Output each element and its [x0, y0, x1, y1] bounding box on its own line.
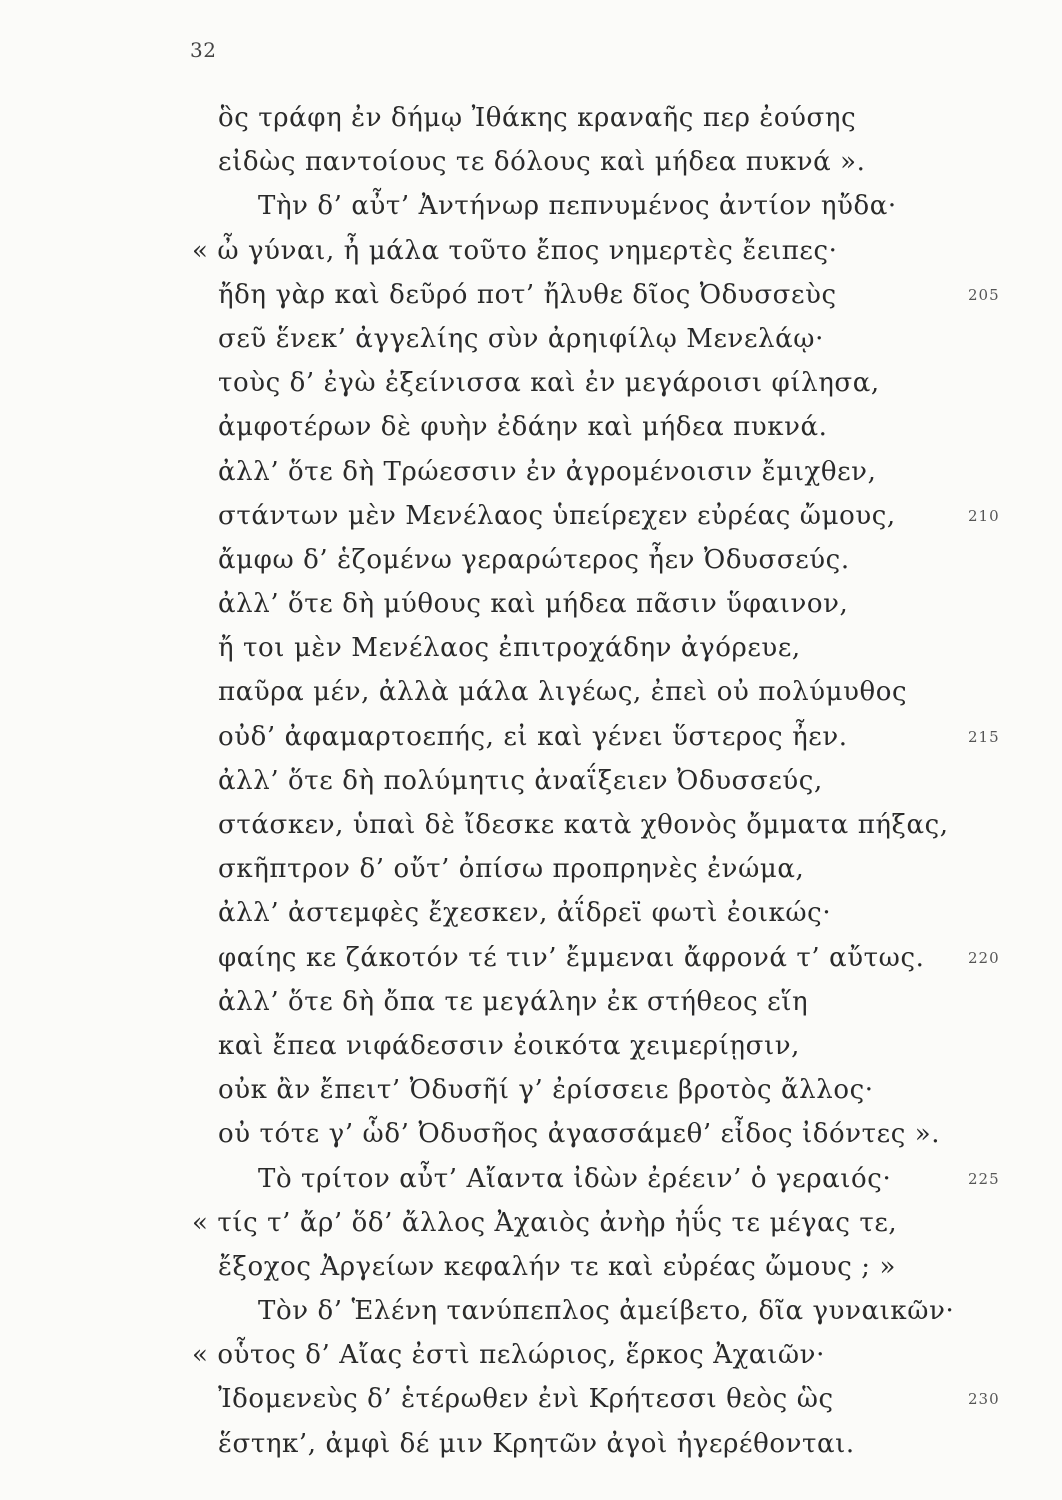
verse-text: « οὗτος δ’ Αἴας ἐστὶ πελώριος, ἕρκος Ἀχαιῶν· — [192, 1340, 825, 1371]
verse-text: εἰδὼς παντοίους τε δόλους καὶ μήδεα πυκνά ». — [218, 147, 866, 178]
verse-text: ἕστηκ’, ἀμφὶ δέ μιν Κρητῶν ἀγοὶ ἠγερέθονται. — [218, 1428, 855, 1459]
line-number: 210 — [968, 506, 1000, 525]
verse-line — [0, 538, 1062, 582]
verse-line — [0, 582, 1062, 626]
verse-line — [0, 405, 1062, 449]
verse-text: στάντων μὲν Μενέλαος ὑπείρεχεν εὐρέας ὤμους, — [218, 500, 896, 531]
verse-text: οὐκ ἂν ἔπειτ’ Ὀδυσῆί γ’ ἐρίσσειε βροτὸς ἄλλος· — [218, 1075, 874, 1106]
verse-line — [0, 803, 1062, 847]
verse-line — [0, 759, 1062, 803]
verse-line — [0, 936, 1062, 980]
verse-text: ὃς τράφη ἐν δήμῳ Ἰθάκης κραναῆς περ ἐούσης — [218, 103, 857, 133]
verse-text: καὶ ἔπεα νιφάδεσσιν ἐοικότα χειμερίῃσιν, — [218, 1030, 801, 1061]
verse-text: ἀλλ’ ὅτε δὴ μύθους καὶ μήδεα πᾶσιν ὕφαινον, — [218, 589, 849, 620]
verse-text: στάσκεν, ὑπαὶ δὲ ἴδεσκε κατὰ χθονὸς ὄμματα πήξας, — [218, 810, 949, 840]
verse-line — [0, 891, 1062, 935]
verse-line — [0, 1157, 1062, 1201]
verse-line — [0, 1201, 1062, 1245]
verse-text: Ἰδομενεὺς δ’ ἑτέρωθεν ἐνὶ Κρήτεσσι θεὸς ὣς — [218, 1384, 834, 1415]
verse-line — [0, 140, 1062, 184]
line-number: 225 — [968, 1169, 1000, 1188]
verse-text: « ὦ γύναι, ἦ μάλα τοῦτο ἔπος νημερτὲς ἔειπες· — [192, 235, 838, 266]
verse-line — [0, 847, 1062, 891]
verse-line — [0, 361, 1062, 405]
verse-line — [0, 317, 1062, 361]
verse-text: φαίης κε ζάκοτόν τέ τιν’ ἔμμεναι ἄφρονά τ’ αὔτως. — [218, 942, 925, 973]
line-number: 205 — [968, 285, 1000, 304]
verse-line — [0, 229, 1062, 273]
verse-line — [0, 1333, 1062, 1377]
verse-line — [0, 670, 1062, 714]
verse-line — [0, 96, 1062, 140]
verse-line — [0, 1068, 1062, 1112]
verse-line — [0, 1377, 1062, 1421]
verse-line — [0, 980, 1062, 1024]
verse-text: οὐδ’ ἀφαμαρτοεπής, εἰ καὶ γένει ὕστερος ἦεν. — [218, 721, 848, 752]
verse-text: τοὺς δ’ ἐγὼ ἐξείνισσα καὶ ἐν μεγάροισι φίλησα, — [218, 368, 880, 399]
verse-text: οὐ τότε γ’ ὧδ’ Ὀδυσῆος ἀγασσάμεθ’ εἶδος ἰδόντες ». — [218, 1119, 941, 1150]
verse-text: ἀλλ’ ὅτε δὴ πολύμητις ἀναΐξειεν Ὀδυσσεύς, — [218, 765, 823, 796]
verse-line — [0, 626, 1062, 670]
page-number: 32 — [190, 38, 217, 62]
line-number: 230 — [968, 1390, 1000, 1409]
verse-text: ἀλλ’ ἀστεμφὲς ἔχεσκεν, ἀΐδρεϊ φωτὶ ἐοικώς· — [218, 898, 832, 929]
line-number: 215 — [968, 727, 1000, 746]
verse-text: Τὴν δ’ αὖτ’ Ἀντήνωρ πεπνυμένος ἀντίον ηὔδα· — [258, 191, 897, 222]
verse-line — [0, 715, 1062, 759]
verse-line — [0, 494, 1062, 538]
verse-text: Τὸ τρίτον αὖτ’ Αἴαντα ἰδὼν ἐρέειν’ ὁ γεραιός· — [258, 1163, 892, 1194]
verse-text: ἤδη γὰρ καὶ δεῦρό ποτ’ ἤλυθε δῖος Ὀδυσσεὺς — [218, 279, 837, 310]
verse-block — [0, 96, 1062, 1466]
verse-text: ἀλλ’ ὅτε δὴ ὄπα τε μεγάλην ἐκ στήθεος εἵη — [218, 986, 809, 1017]
verse-line — [0, 450, 1062, 494]
verse-text: ἄμφω δ’ ἑζομένω γεραρώτερος ἦεν Ὀδυσσεύς. — [218, 544, 850, 575]
verse-line — [0, 273, 1062, 317]
verse-text: « τίς τ’ ἄρ’ ὅδ’ ἄλλος Ἀχαιὸς ἀνὴρ ἠΰς τε μέγας τε, — [192, 1207, 898, 1238]
verse-text: σεῦ ἕνεκ’ ἀγγελίης σὺν ἀρηιφίλῳ Μενελάῳ· — [218, 323, 824, 354]
verse-line — [0, 1024, 1062, 1068]
verse-line — [0, 184, 1062, 228]
verse-line — [0, 1112, 1062, 1156]
verse-line — [0, 1245, 1062, 1289]
verse-line — [0, 1289, 1062, 1333]
verse-text: σκῆπτρον δ’ οὔτ’ ὀπίσω προπρηνὲς ἐνώμα, — [218, 854, 805, 885]
verse-text: ἀλλ’ ὅτε δὴ Τρώεσσιν ἐν ἀγρομένοισιν ἔμιχθεν, — [218, 456, 877, 487]
line-number: 220 — [968, 948, 1000, 967]
verse-text: ἀμφοτέρων δὲ φυὴν ἐδάην καὶ μήδεα πυκνά. — [218, 412, 828, 443]
verse-line — [0, 1422, 1062, 1466]
verse-text: ἤ τοι μὲν Μενέλαος ἐπιτροχάδην ἀγόρευε, — [218, 633, 801, 664]
verse-text: Τὸν δ’ Ἑλένη τανύπεπλος ἀμείβετο, δῖα γυναικῶν· — [258, 1296, 955, 1327]
verse-text: παῦρα μέν, ἀλλὰ μάλα λιγέως, ἐπεὶ οὐ πολύμυθος — [218, 677, 908, 708]
verse-text: ἔξοχος Ἀργείων κεφαλήν τε καὶ εὐρέας ὤμους ; » — [218, 1251, 897, 1282]
